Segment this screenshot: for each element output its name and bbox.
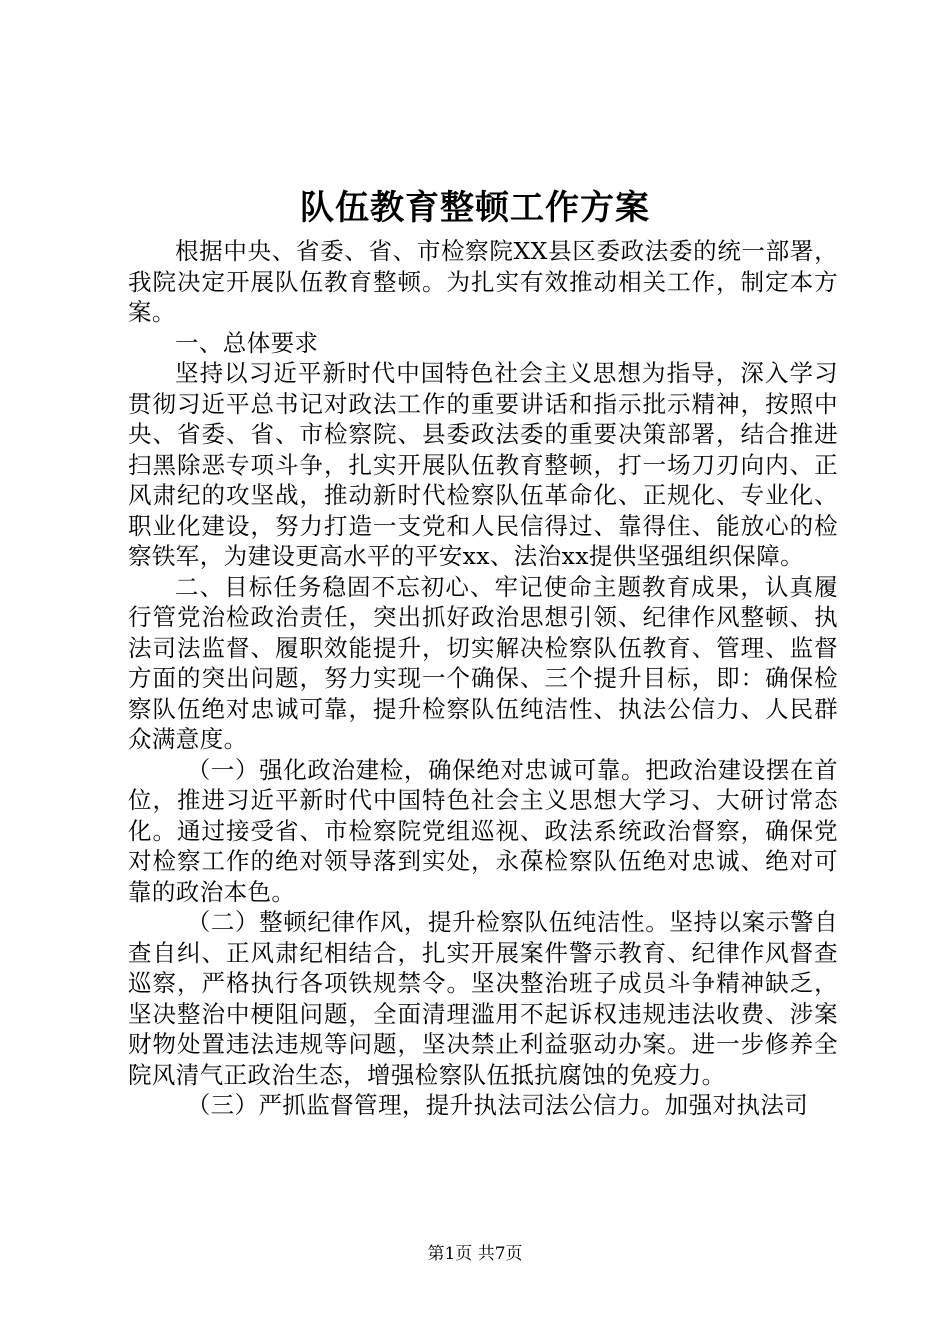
page-footer: 第1页 共7页 <box>427 1244 523 1264</box>
document-body <box>128 236 838 1121</box>
paragraph-intro: 根据中央、省委、省、市检察院XX县区委政法委的统一部署，我院决定开展队伍教育整顿。为扎实有效推动相关工作，制定本方案。 <box>128 237 838 326</box>
paragraph-item-1: （一）强化政治建检，确保绝对忠诚可靠。把政治建设摆在首位，推进习近平新时代中国特色社会主义思想大学习、大研讨常态化。通过接受省、市检察院党组巡视、政法系统政治督察，确保党对检察工作的绝对领导落到实处，永葆检察队伍绝对忠诚、绝对可靠的政治本色。 <box>128 755 838 906</box>
document-title: 队伍教育整顿工作方案 <box>300 188 650 228</box>
paragraph-item-3: （三）严抓监督管理，提升执法司法公信力。加强对执法司 <box>186 1091 809 1119</box>
paragraph-general-requirements: 坚持以习近平新时代中国特色社会主义思想为指导，深入学习贯彻习近平总书记对政法工作的重要讲话和指示批示精神，按照中央、省委、省、市检察院、县委政法委的重要决策部署，结合推进扫黑除恶专项斗争，扎实开展队伍教育整顿，打一场刀刃向内、正风肃纪的攻坚战，推动新时代检察队伍革命化、正规化、专业化、职业化建设，努力打造一支党和人民信得过、靠得住、能放心的检察铁军，为建设更高水平的平安xx、法治xx提供坚强组织保障。 <box>128 359 838 570</box>
paragraph-goals-tasks: 二、目标任务稳固不忘初心、牢记使命主题教育成果，认真履行管党治检政治责任，突出抓好政治思想引领、纪律作风整顿、执法司法监督、履职效能提升，切实解决检察队伍教育、管理、监督方面的突出问题，努力实现一个确保、三个提升目标，即：确保检察队伍绝对忠诚可靠，提升检察队伍纯洁性、执法公信力、人民群众满意度。 <box>128 572 838 753</box>
heading-general-requirements: 一、总体要求 <box>175 328 319 357</box>
paragraph-item-2: （二）整顿纪律作风，提升检察队伍纯洁性。坚持以案示警自查自纠、正风肃纪相结合，扎实开展案件警示教育、纪律作风督查巡察，严格执行各项铁规禁令。坚决整治班子成员斗争精神缺乏，坚决整治中梗阻问题，全面清理滥用不起诉权违规违法收费、涉案财物处置违法违规等问题，坚决禁止利益驱动办案。进一步修养全院风清气正政治生态，增强检察队伍抵抗腐蚀的免疫力。 <box>128 908 838 1089</box>
